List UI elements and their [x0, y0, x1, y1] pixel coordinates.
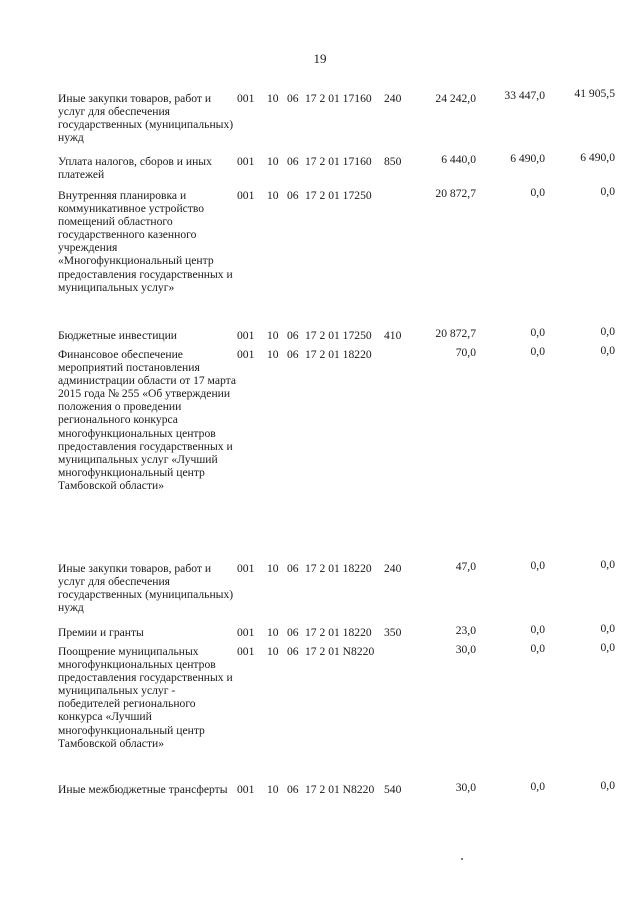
ministry-code: 001	[237, 189, 255, 202]
target-article-code: 17 2 01 17160	[305, 155, 372, 168]
section-code: 10	[267, 155, 279, 168]
target-article-code: 17 2 01 17250	[305, 329, 372, 342]
value-year-1: 30,0	[455, 781, 476, 794]
value-year-3: 0,0	[600, 779, 615, 792]
row-name: Премии и гранты	[58, 626, 144, 639]
value-year-1: 70,0	[455, 346, 476, 359]
subsection-code: 06	[287, 783, 299, 796]
value-year-1: 20 872,7	[435, 327, 476, 340]
row-name: Иные закупки товаров, работ и услуг для обеспечения государственных (муниципальных) нужд	[58, 92, 234, 145]
ministry-code: 001	[237, 329, 255, 342]
value-year-3: 41 905,5	[574, 87, 615, 100]
row-name: Внутренняя планировка и коммуникативное устройство помещений областного государственного казенного учреждения «Многофункциональный центр предоставления государственных и муниципальных услуг»	[58, 189, 233, 294]
value-year-3: 0,0	[600, 641, 615, 654]
section-code: 10	[267, 189, 279, 202]
value-year-3: 0,0	[600, 325, 615, 338]
section-code: 10	[267, 783, 279, 796]
section-code: 10	[267, 329, 279, 342]
value-year-2: 33 447,0	[504, 89, 545, 102]
expense-type-code: 410	[384, 329, 402, 342]
subsection-code: 06	[287, 92, 299, 105]
ministry-code: 001	[237, 348, 255, 361]
subsection-code: 06	[287, 348, 299, 361]
subsection-code: 06	[287, 329, 299, 342]
value-year-2: 0,0	[530, 345, 545, 358]
row-name: Бюджетные инвестиции	[58, 329, 178, 342]
subsection-code: 06	[287, 645, 299, 658]
ministry-code: 001	[237, 155, 255, 168]
ministry-code: 001	[237, 562, 255, 575]
target-article-code: 17 2 01 17250	[305, 189, 372, 202]
section-code: 10	[267, 562, 279, 575]
value-year-2: 0,0	[530, 326, 545, 339]
value-year-2: 0,0	[530, 780, 545, 793]
row-name: Финансовое обеспечение мероприятий постановления администрации области от 17 марта 2015 года № 255 «Об утверждении положения о проведении регионального конкурса многофункциональных центров предоставления государственных и муниципальных услуг «Лучший многофункциональный центр Тамбовской области»	[58, 348, 236, 492]
value-year-3: 0,0	[600, 344, 615, 357]
value-year-1: 6 440,0	[441, 153, 476, 166]
value-year-1: 20 872,7	[435, 187, 476, 200]
target-article-code: 17 2 01 N8220	[305, 783, 375, 796]
target-article-code: 17 2 01 N8220	[305, 645, 375, 658]
section-code: 10	[267, 626, 279, 639]
section-code: 10	[267, 348, 279, 361]
ministry-code: 001	[237, 783, 255, 796]
value-year-3: 6 490,0	[580, 151, 615, 164]
page-number: 19	[313, 51, 327, 66]
value-year-1: 30,0	[455, 643, 476, 656]
expense-type-code: 350	[384, 626, 402, 639]
target-article-code: 17 2 01 18220	[305, 348, 372, 361]
expense-type-code: 850	[384, 155, 402, 168]
ministry-code: 001	[237, 645, 255, 658]
value-year-1: 24 242,0	[435, 92, 476, 105]
expense-type-code: 240	[384, 562, 402, 575]
row-name: Поощрение муниципальных многофункциональных центров предоставления государственных и муниципальных услуг - победителей регионального конкурса «Лучший многофункциональный центр Тамбовской области»	[58, 645, 233, 750]
value-year-2: 0,0	[530, 623, 545, 636]
value-year-3: 0,0	[600, 622, 615, 635]
subsection-code: 06	[287, 155, 299, 168]
subsection-code: 06	[287, 189, 299, 202]
expense-type-code: 240	[384, 92, 402, 105]
subsection-code: 06	[287, 562, 299, 575]
value-year-2: 0,0	[530, 642, 545, 655]
value-year-3: 0,0	[600, 185, 615, 198]
section-code: 10	[267, 645, 279, 658]
value-year-2: 0,0	[530, 186, 545, 199]
row-name: Иные закупки товаров, работ и услуг для обеспечения государственных (муниципальных) нужд	[58, 562, 234, 615]
value-year-1: 47,0	[455, 560, 476, 573]
value-year-1: 23,0	[455, 624, 476, 637]
ministry-code: 001	[237, 626, 255, 639]
value-year-2: 0,0	[530, 559, 545, 572]
expense-type-code: 540	[384, 783, 402, 796]
scan-speck	[461, 858, 463, 860]
section-code: 10	[267, 92, 279, 105]
target-article-code: 17 2 01 17160	[305, 92, 372, 105]
target-article-code: 17 2 01 18220	[305, 626, 372, 639]
value-year-3: 0,0	[600, 558, 615, 571]
ministry-code: 001	[237, 92, 255, 105]
row-name: Иные межбюджетные трансферты	[58, 783, 228, 796]
row-name: Уплата налогов, сборов и иных платежей	[58, 155, 212, 182]
value-year-2: 6 490,0	[510, 152, 545, 165]
subsection-code: 06	[287, 626, 299, 639]
target-article-code: 17 2 01 18220	[305, 562, 372, 575]
